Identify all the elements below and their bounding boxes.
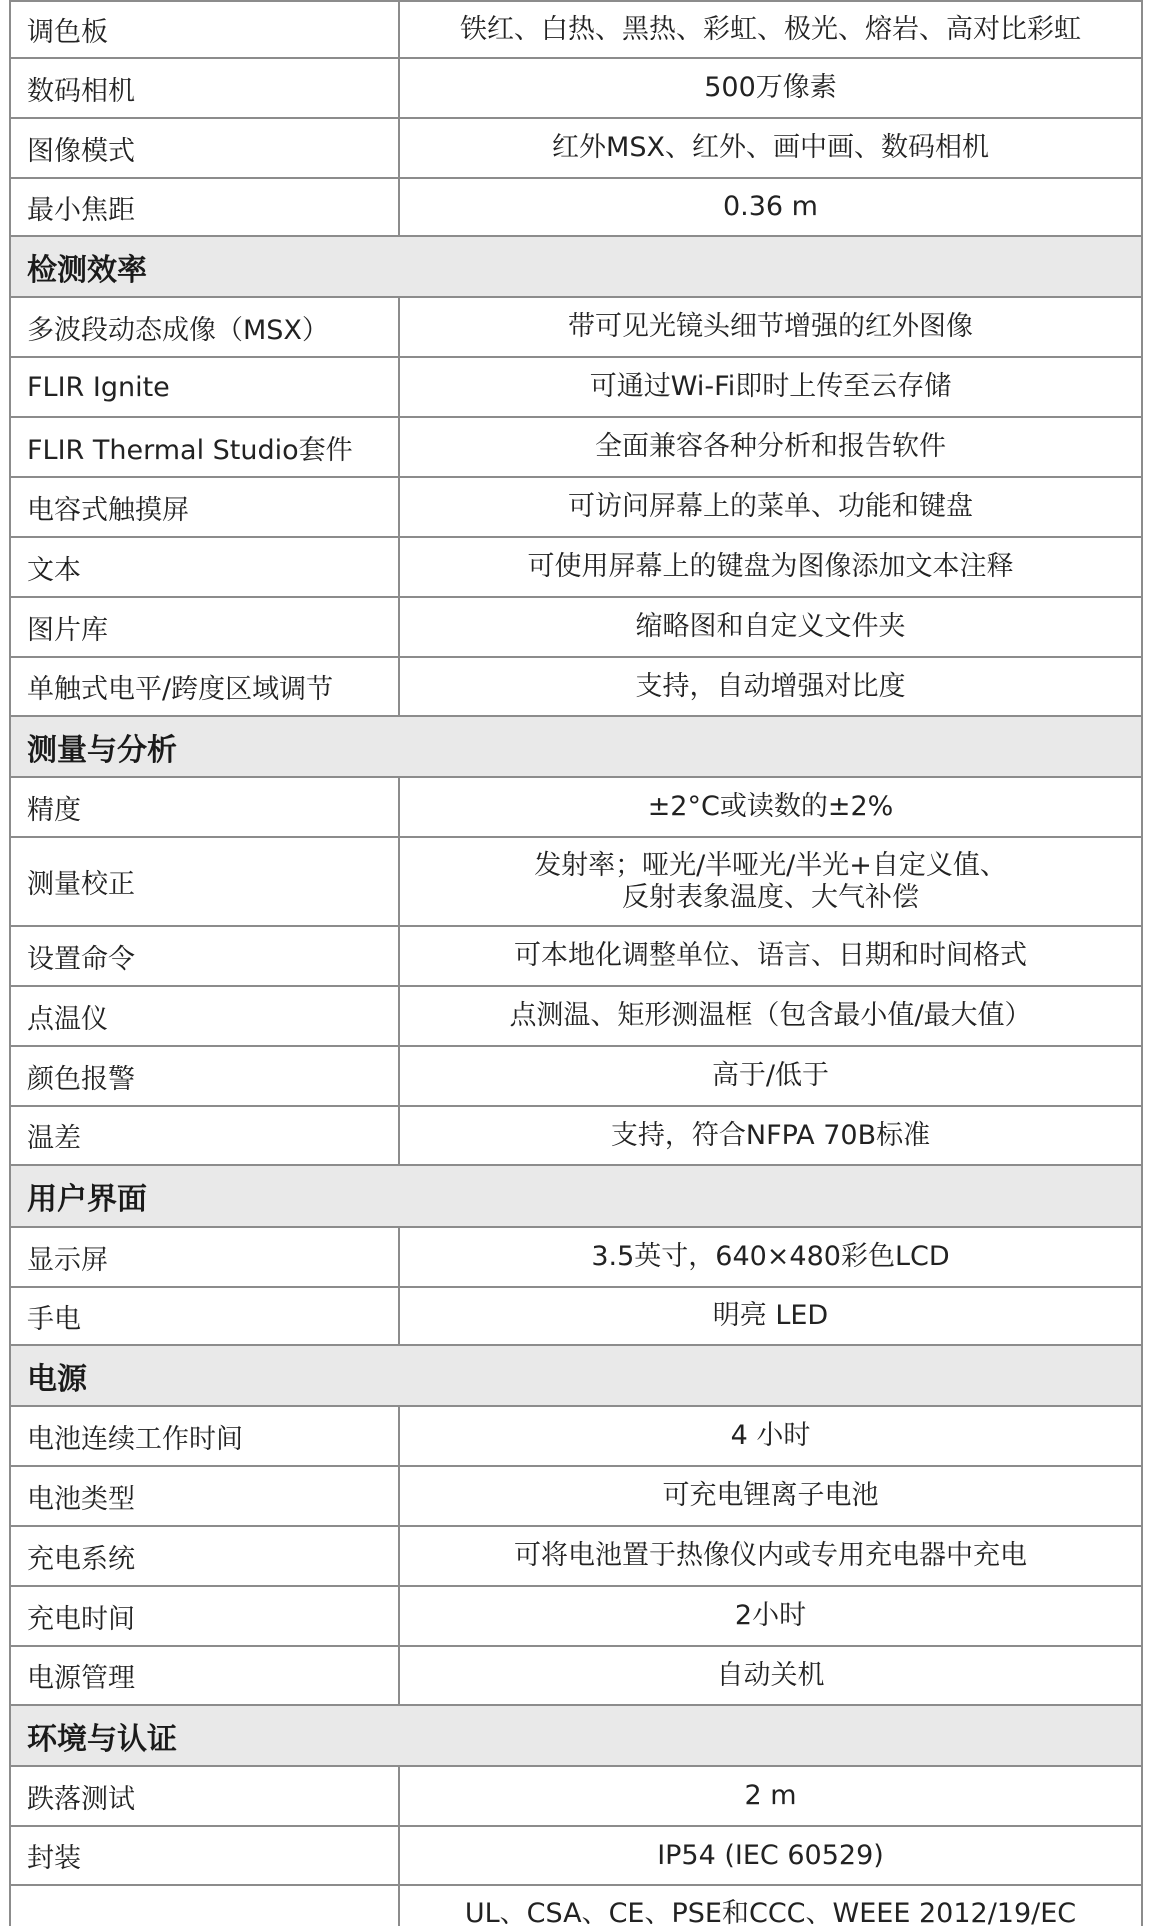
spec-label: 调色板 bbox=[11, 2, 400, 57]
table-row bbox=[9, 1107, 1143, 1166]
spec-label: 电池连续工作时间 bbox=[11, 1407, 400, 1465]
spec-label: 跌落测试 bbox=[11, 1767, 400, 1825]
table-row bbox=[9, 1407, 1143, 1467]
spec-label: 多波段动态成像（MSX） bbox=[11, 298, 400, 356]
spec-label: 单触式电平/跨度区域调节 bbox=[11, 658, 400, 715]
table-row bbox=[9, 119, 1143, 179]
spec-label: 点温仪 bbox=[11, 987, 400, 1045]
spec-label: FLIR Thermal Studio套件 bbox=[11, 418, 400, 476]
spec-value: 支持，自动增强对比度 bbox=[635, 670, 906, 702]
table-row bbox=[9, 59, 1143, 119]
spec-label: 手电 bbox=[11, 1288, 400, 1344]
spec-value: IP54 (IEC 60529) bbox=[657, 1839, 884, 1871]
table-row bbox=[9, 1228, 1143, 1288]
spec-value: 可本地化调整单位、语言、日期和时间格式 bbox=[514, 940, 1027, 971]
spec-label: 精度 bbox=[11, 778, 400, 836]
section-header: 检测效率 bbox=[9, 237, 1143, 298]
spec-label: 设置命令 bbox=[11, 927, 400, 985]
spec-value: 发射率；哑光/半哑光/半光+自定义值、 反射表象温度、大气补偿 bbox=[534, 849, 1007, 913]
table-row bbox=[9, 538, 1143, 598]
table-row bbox=[9, 658, 1143, 717]
spec-label: 最小焦距 bbox=[11, 179, 400, 235]
spec-value: 高于/低于 bbox=[711, 1060, 830, 1091]
table-row bbox=[9, 1288, 1143, 1346]
spec-value: 可将电池置于热像仪内或专用充电器中充电 bbox=[514, 1540, 1027, 1571]
table-row bbox=[9, 1647, 1143, 1706]
spec-label: 颜色报警 bbox=[11, 1047, 400, 1105]
section-header: 环境与认证 bbox=[9, 1706, 1143, 1767]
table-row bbox=[9, 1886, 1143, 1926]
spec-value: 全面兼容各种分析和报告软件 bbox=[595, 431, 946, 462]
spec-value: ±2°C或读数的±2% bbox=[647, 791, 894, 822]
spec-value: 4 小时 bbox=[730, 1420, 811, 1451]
spec-label: 封装 bbox=[11, 1827, 400, 1884]
table-row bbox=[9, 1467, 1143, 1527]
table-row bbox=[9, 598, 1143, 658]
spec-value: 500万像素 bbox=[704, 72, 837, 103]
spec-value: 红外MSX、红外、画中画、数码相机 bbox=[552, 132, 989, 163]
spec-label: 数码相机 bbox=[11, 59, 400, 117]
spec-label: 电源管理 bbox=[11, 1647, 400, 1704]
spec-label: 温差 bbox=[11, 1107, 400, 1164]
table-row bbox=[9, 358, 1143, 418]
spec-value: 可通过Wi-Fi即时上传至云存储 bbox=[589, 371, 952, 402]
table-row bbox=[9, 1767, 1143, 1827]
spec-label: 电容式触摸屏 bbox=[11, 478, 400, 536]
table-row bbox=[9, 1527, 1143, 1587]
table-row bbox=[9, 778, 1143, 838]
table-row bbox=[9, 478, 1143, 538]
table-row bbox=[9, 418, 1143, 478]
spec-value: 可访问屏幕上的菜单、功能和键盘 bbox=[568, 491, 973, 522]
spec-label: 图片库 bbox=[11, 598, 400, 656]
spec-value: 可使用屏幕上的键盘为图像添加文本注释 bbox=[527, 551, 1014, 582]
table-row bbox=[9, 1827, 1143, 1886]
section-header: 用户界面 bbox=[9, 1166, 1143, 1228]
section-header: 测量与分析 bbox=[9, 717, 1143, 778]
spec-value: 缩略图和自定义文件夹 bbox=[635, 611, 906, 642]
spec-value: 铁红、白热、黑热、彩虹、极光、熔岩、高对比彩虹 bbox=[460, 13, 1081, 45]
table-row bbox=[9, 1587, 1143, 1647]
spec-value: 明亮 LED bbox=[712, 1300, 829, 1331]
spec-label: 显示屏 bbox=[11, 1228, 400, 1286]
spec-value: 点测温、矩形测温框（包含最小值/最大值） bbox=[509, 1000, 1032, 1031]
table-row bbox=[9, 2, 1143, 59]
table-row bbox=[9, 927, 1143, 987]
table-row bbox=[9, 838, 1143, 927]
spec-label: FLIR Ignite bbox=[11, 358, 400, 416]
spec-label: 充电系统 bbox=[11, 1527, 400, 1585]
spec-value: 2 m bbox=[744, 1780, 797, 1811]
spec-value: UL、CSA、CE、PSE和CCC、WEEE 2012/19/EC bbox=[464, 1898, 1077, 1926]
table-row bbox=[9, 987, 1143, 1047]
table-row bbox=[9, 179, 1143, 237]
table-row bbox=[9, 298, 1143, 358]
spec-value: 支持，符合NFPA 70B标准 bbox=[610, 1119, 931, 1151]
spec-value: 带可见光镜头细节增强的红外图像 bbox=[568, 311, 973, 342]
spec-value: 自动关机 bbox=[716, 1659, 825, 1691]
spec-label: 充电时间 bbox=[11, 1587, 400, 1645]
spec-value: 3.5英寸，640×480彩色LCD bbox=[591, 1241, 950, 1272]
spec-label bbox=[11, 1886, 400, 1926]
section-header: 电源 bbox=[9, 1346, 1143, 1407]
spec-label: 图像模式 bbox=[11, 119, 400, 177]
spec-label: 文本 bbox=[11, 538, 400, 596]
spec-value: 2小时 bbox=[734, 1600, 807, 1631]
spec-table bbox=[9, 0, 1143, 1926]
spec-label: 测量校正 bbox=[11, 838, 400, 925]
spec-value: 0.36 m bbox=[722, 191, 818, 222]
spec-label: 电池类型 bbox=[11, 1467, 400, 1525]
spec-value: 可充电锂离子电池 bbox=[662, 1480, 879, 1511]
table-row bbox=[9, 1047, 1143, 1107]
